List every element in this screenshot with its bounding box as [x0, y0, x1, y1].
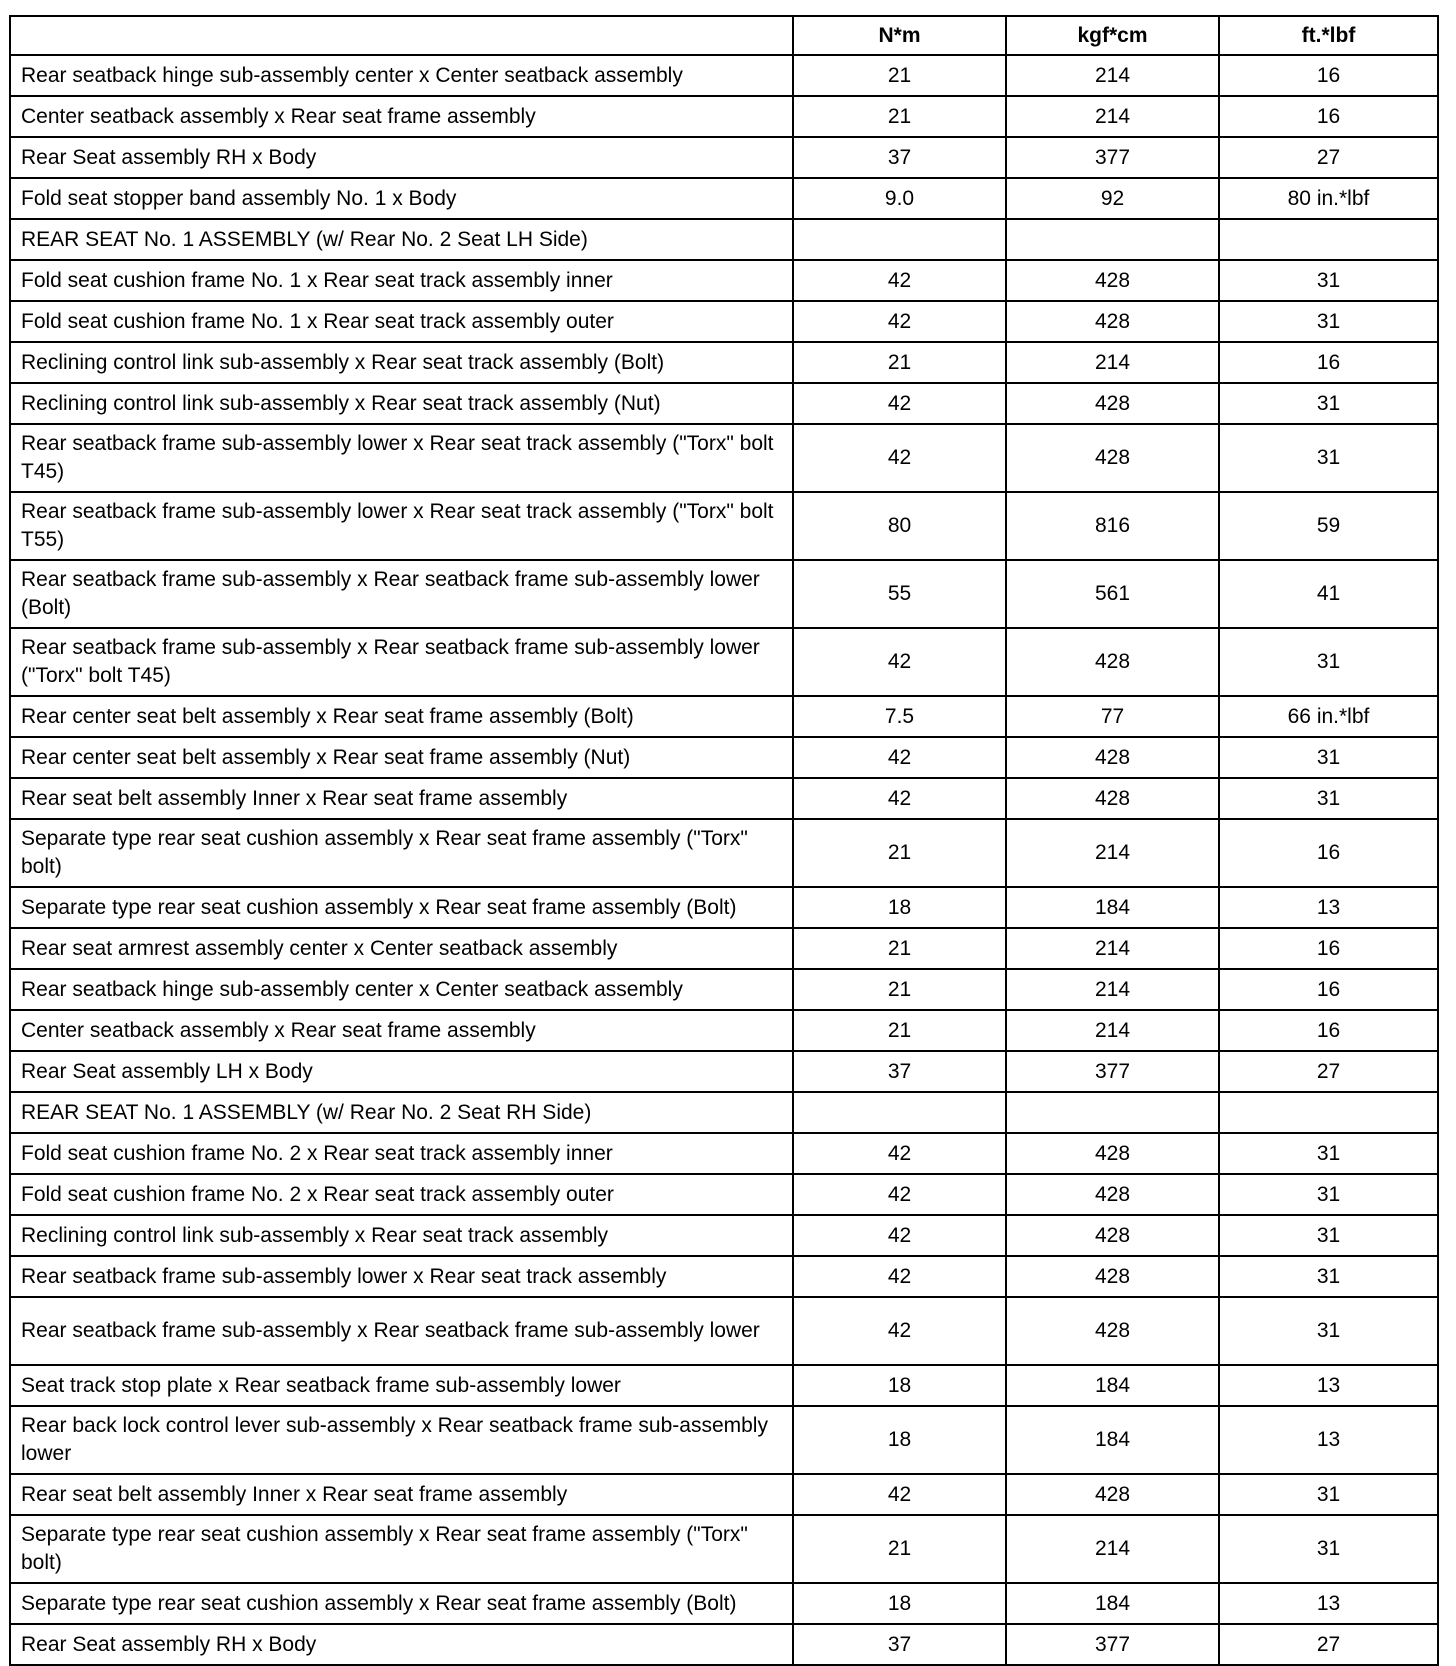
table-row [10, 219, 1438, 260]
cell-ft-lbf: 16 [1219, 342, 1438, 383]
cell-kgf-cm: 184 [1006, 1365, 1219, 1406]
table-row [10, 969, 1438, 1010]
cell-ft-lbf: 16 [1219, 1010, 1438, 1051]
cell-kgf-cm: 214 [1006, 342, 1219, 383]
table-row [10, 1624, 1438, 1665]
cell-kgf-cm: 816 [1006, 492, 1219, 560]
cell-ft-lbf: 31 [1219, 1256, 1438, 1297]
cell-description: Rear seatback frame sub-assembly lower x Rear seat track assembly ("Torx" bolt T45) [10, 424, 793, 492]
cell-kgf-cm: 428 [1006, 383, 1219, 424]
cell-description: Center seatback assembly x Rear seat frame assembly [10, 96, 793, 137]
cell-description: Reclining control link sub-assembly x Rear seat track assembly [10, 1215, 793, 1256]
cell-ft-lbf: 31 [1219, 383, 1438, 424]
cell-description: Rear seatback frame sub-assembly x Rear seatback frame sub-assembly lower ("Torx" bolt T45) [10, 628, 793, 696]
cell-nm: 21 [793, 55, 1006, 96]
cell-ft-lbf: 31 [1219, 301, 1438, 342]
cell-nm: 21 [793, 819, 1006, 887]
table-row [10, 737, 1438, 778]
cell-description: Rear seatback frame sub-assembly lower x Rear seat track assembly ("Torx" bolt T55) [10, 492, 793, 560]
table-row [10, 492, 1438, 560]
cell-ft-lbf: 66 in.*lbf [1219, 696, 1438, 737]
cell-ft-lbf: 13 [1219, 1365, 1438, 1406]
torque-specification-table [9, 15, 1439, 1666]
cell-nm: 42 [793, 737, 1006, 778]
cell-kgf-cm: 428 [1006, 1256, 1219, 1297]
cell-nm: 37 [793, 1624, 1006, 1665]
table-row [10, 260, 1438, 301]
cell-nm [793, 219, 1006, 260]
table-row [10, 55, 1438, 96]
table-row [10, 1406, 1438, 1474]
cell-ft-lbf: 31 [1219, 1297, 1438, 1365]
cell-description: Fold seat cushion frame No. 2 x Rear seat track assembly outer [10, 1174, 793, 1215]
cell-nm [793, 1092, 1006, 1133]
cell-ft-lbf: 16 [1219, 55, 1438, 96]
cell-description: Rear seat belt assembly Inner x Rear seat frame assembly [10, 1474, 793, 1515]
cell-nm: 42 [793, 1215, 1006, 1256]
cell-description: Rear Seat assembly RH x Body [10, 1624, 793, 1665]
cell-nm: 42 [793, 301, 1006, 342]
cell-nm: 21 [793, 1515, 1006, 1583]
cell-nm: 42 [793, 1174, 1006, 1215]
cell-ft-lbf: 31 [1219, 424, 1438, 492]
cell-nm: 37 [793, 1051, 1006, 1092]
table-row [10, 1297, 1438, 1365]
cell-ft-lbf: 27 [1219, 137, 1438, 178]
table-row [10, 1515, 1438, 1583]
cell-ft-lbf: 27 [1219, 1051, 1438, 1092]
cell-description: Fold seat cushion frame No. 2 x Rear seat track assembly inner [10, 1133, 793, 1174]
cell-ft-lbf: 31 [1219, 260, 1438, 301]
cell-kgf-cm: 77 [1006, 696, 1219, 737]
cell-ft-lbf: 31 [1219, 1515, 1438, 1583]
cell-description: Reclining control link sub-assembly x Rear seat track assembly (Bolt) [10, 342, 793, 383]
cell-kgf-cm: 428 [1006, 1297, 1219, 1365]
cell-nm: 42 [793, 383, 1006, 424]
table-row [10, 1474, 1438, 1515]
cell-description: Rear back lock control lever sub-assembly x Rear seatback frame sub-assembly lower [10, 1406, 793, 1474]
cell-nm: 21 [793, 1010, 1006, 1051]
table-row [10, 696, 1438, 737]
cell-kgf-cm: 92 [1006, 178, 1219, 219]
table-row [10, 1051, 1438, 1092]
cell-kgf-cm: 184 [1006, 1406, 1219, 1474]
cell-kgf-cm: 428 [1006, 1174, 1219, 1215]
cell-kgf-cm: 184 [1006, 1583, 1219, 1624]
cell-kgf-cm: 428 [1006, 260, 1219, 301]
cell-nm: 18 [793, 887, 1006, 928]
cell-nm: 42 [793, 1297, 1006, 1365]
cell-nm: 21 [793, 96, 1006, 137]
cell-nm: 21 [793, 969, 1006, 1010]
cell-nm: 80 [793, 492, 1006, 560]
cell-nm: 18 [793, 1365, 1006, 1406]
cell-description: Rear seatback frame sub-assembly x Rear seatback frame sub-assembly lower (Bolt) [10, 560, 793, 628]
table-row [10, 301, 1438, 342]
cell-nm: 42 [793, 1474, 1006, 1515]
cell-kgf-cm: 214 [1006, 55, 1219, 96]
cell-nm: 42 [793, 1256, 1006, 1297]
cell-description: Rear Seat assembly RH x Body [10, 137, 793, 178]
cell-description: Seat track stop plate x Rear seatback frame sub-assembly lower [10, 1365, 793, 1406]
table-row [10, 1133, 1438, 1174]
cell-ft-lbf: 31 [1219, 1215, 1438, 1256]
cell-description: Rear center seat belt assembly x Rear seat frame assembly (Nut) [10, 737, 793, 778]
cell-kgf-cm: 561 [1006, 560, 1219, 628]
cell-ft-lbf: 13 [1219, 1406, 1438, 1474]
cell-ft-lbf: 31 [1219, 1174, 1438, 1215]
cell-nm: 18 [793, 1406, 1006, 1474]
cell-kgf-cm: 428 [1006, 1474, 1219, 1515]
header-nm: N*m [793, 16, 1006, 55]
table-row [10, 96, 1438, 137]
table-row [10, 1215, 1438, 1256]
cell-ft-lbf: 59 [1219, 492, 1438, 560]
table-row [10, 178, 1438, 219]
cell-kgf-cm: 428 [1006, 628, 1219, 696]
table-row [10, 1583, 1438, 1624]
cell-ft-lbf: 16 [1219, 969, 1438, 1010]
cell-nm: 7.5 [793, 696, 1006, 737]
cell-ft-lbf: 31 [1219, 1474, 1438, 1515]
cell-kgf-cm: 214 [1006, 969, 1219, 1010]
cell-nm: 42 [793, 778, 1006, 819]
cell-kgf-cm: 214 [1006, 1010, 1219, 1051]
cell-nm: 37 [793, 137, 1006, 178]
cell-ft-lbf: 13 [1219, 1583, 1438, 1624]
cell-kgf-cm [1006, 219, 1219, 260]
cell-nm: 42 [793, 628, 1006, 696]
cell-ft-lbf [1219, 219, 1438, 260]
header-row [10, 16, 1438, 55]
cell-kgf-cm: 377 [1006, 137, 1219, 178]
cell-description: Rear seatback frame sub-assembly lower x Rear seat track assembly [10, 1256, 793, 1297]
cell-description: Rear seatback hinge sub-assembly center x Center seatback assembly [10, 969, 793, 1010]
cell-kgf-cm: 428 [1006, 301, 1219, 342]
cell-kgf-cm: 214 [1006, 928, 1219, 969]
cell-nm: 55 [793, 560, 1006, 628]
table-row [10, 424, 1438, 492]
cell-kgf-cm: 377 [1006, 1624, 1219, 1665]
cell-kgf-cm: 214 [1006, 96, 1219, 137]
cell-description: Rear seat belt assembly Inner x Rear seat frame assembly [10, 778, 793, 819]
cell-ft-lbf: 16 [1219, 96, 1438, 137]
table-row [10, 1174, 1438, 1215]
table-row [10, 778, 1438, 819]
table-row [10, 887, 1438, 928]
cell-kgf-cm: 214 [1006, 819, 1219, 887]
table-row [10, 628, 1438, 696]
cell-nm: 42 [793, 1133, 1006, 1174]
cell-description: Rear seat armrest assembly center x Center seatback assembly [10, 928, 793, 969]
cell-description: Reclining control link sub-assembly x Rear seat track assembly (Nut) [10, 383, 793, 424]
table-row [10, 1092, 1438, 1133]
cell-kgf-cm: 214 [1006, 1515, 1219, 1583]
cell-description: Rear seatback frame sub-assembly x Rear seatback frame sub-assembly lower [10, 1297, 793, 1365]
cell-ft-lbf: 31 [1219, 737, 1438, 778]
cell-nm: 9.0 [793, 178, 1006, 219]
header-description [10, 16, 793, 55]
cell-nm: 42 [793, 260, 1006, 301]
table-row [10, 1256, 1438, 1297]
cell-ft-lbf: 80 in.*lbf [1219, 178, 1438, 219]
cell-kgf-cm: 428 [1006, 1133, 1219, 1174]
cell-ft-lbf: 41 [1219, 560, 1438, 628]
cell-ft-lbf: 31 [1219, 628, 1438, 696]
cell-kgf-cm: 428 [1006, 424, 1219, 492]
cell-nm: 42 [793, 424, 1006, 492]
header-kgf-cm: kgf*cm [1006, 16, 1219, 55]
cell-description: Center seatback assembly x Rear seat frame assembly [10, 1010, 793, 1051]
cell-description: Fold seat stopper band assembly No. 1 x Body [10, 178, 793, 219]
cell-ft-lbf: 16 [1219, 928, 1438, 969]
table-row [10, 819, 1438, 887]
cell-kgf-cm: 428 [1006, 1215, 1219, 1256]
cell-kgf-cm [1006, 1092, 1219, 1133]
table-row [10, 342, 1438, 383]
table-row [10, 1365, 1438, 1406]
header-ft-lbf: ft.*lbf [1219, 16, 1438, 55]
cell-description: Fold seat cushion frame No. 1 x Rear seat track assembly outer [10, 301, 793, 342]
table-row [10, 137, 1438, 178]
cell-description: Separate type rear seat cushion assembly x Rear seat frame assembly ("Torx" bolt) [10, 819, 793, 887]
cell-ft-lbf: 27 [1219, 1624, 1438, 1665]
cell-description: Fold seat cushion frame No. 1 x Rear seat track assembly inner [10, 260, 793, 301]
cell-description: Rear center seat belt assembly x Rear seat frame assembly (Bolt) [10, 696, 793, 737]
table-row [10, 383, 1438, 424]
cell-nm: 21 [793, 342, 1006, 383]
table-row [10, 928, 1438, 969]
cell-description: REAR SEAT No. 1 ASSEMBLY (w/ Rear No. 2 Seat RH Side) [10, 1092, 793, 1133]
cell-description: Separate type rear seat cushion assembly x Rear seat frame assembly ("Torx" bolt) [10, 1515, 793, 1583]
cell-kgf-cm: 428 [1006, 737, 1219, 778]
cell-description: REAR SEAT No. 1 ASSEMBLY (w/ Rear No. 2 Seat LH Side) [10, 219, 793, 260]
table-row [10, 1010, 1438, 1051]
cell-description: Rear Seat assembly LH x Body [10, 1051, 793, 1092]
cell-kgf-cm: 377 [1006, 1051, 1219, 1092]
cell-kgf-cm: 184 [1006, 887, 1219, 928]
cell-description: Separate type rear seat cushion assembly x Rear seat frame assembly (Bolt) [10, 887, 793, 928]
cell-ft-lbf: 31 [1219, 1133, 1438, 1174]
cell-ft-lbf: 31 [1219, 778, 1438, 819]
cell-nm: 21 [793, 928, 1006, 969]
table-row [10, 560, 1438, 628]
cell-nm: 18 [793, 1583, 1006, 1624]
cell-description: Rear seatback hinge sub-assembly center x Center seatback assembly [10, 55, 793, 96]
cell-ft-lbf [1219, 1092, 1438, 1133]
cell-ft-lbf: 16 [1219, 819, 1438, 887]
cell-description: Separate type rear seat cushion assembly x Rear seat frame assembly (Bolt) [10, 1583, 793, 1624]
cell-ft-lbf: 13 [1219, 887, 1438, 928]
cell-kgf-cm: 428 [1006, 778, 1219, 819]
